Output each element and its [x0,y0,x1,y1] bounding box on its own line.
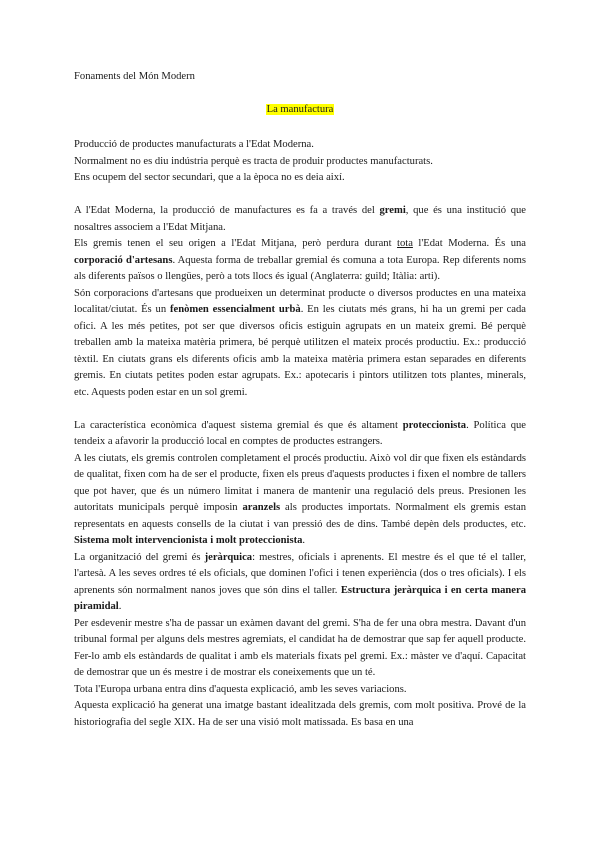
paragraph-gap [74,401,526,418]
document-title: La manufactura [266,104,334,115]
paragraph-master-exam: Per esdevenir mestre s'ha de passar un exàmen davant del gremi. S'ha de fer una obra mestra. Davant d'un tribunal formal per alguns dels mestres agremiats, el candidat ha de demostrar que sap fer aquell producte. Fer-lo amb els estàndards de qualitat i amb els materials fixats pel gremi. Ex.: màster ve d'aquí. Capacitat de demostrar que un és mestre i de mostrar els coneixements que un té. [74,617,526,678]
bold-term: Estructura jeràrquica i en certa manera piramidal [74,584,527,612]
paragraph-gap [74,187,526,204]
text-run: , que és una institució que nosaltres associem a l'Edat Mitjana. [74,205,526,233]
text-run: A les ciutats, els gremis controlen completament el procés productiu. Això vol dir que fixen els estàndards de qualitat, fixen com ha de ser el producte, fixen els preus d'aquests productes i fixen el nombre de tallers que pot haver, que és un número limitat i manera de mantenir una regulació dels preus. Presionen les autoritats municipals perquè imposin [74,452,526,513]
bold-term: gremi [379,205,406,216]
intro-line-2: Normalment no es diu indústria perquè es tracta de produir productes manufacturats. [74,155,433,167]
paragraph-gremi-origin [74,236,526,286]
bold-term: Sistema molt intervencionista i molt proteccionista [74,535,303,546]
text-run: . Aquesta forma de treballar gremial és comuna a tota Europa. Rep diferents noms als diferents països o llengües, però a tots llocs és igual (Anglaterra: guild; Itàlia: arti). [74,254,526,282]
bold-term: aranzels [242,502,281,513]
paragraph-protectionism [74,418,526,451]
text-run: als productes importats. Normalment els gremis estan representats en aquests consells de la ciutat i van pressió des de dins. També depèn dels productes, etc. [74,502,526,530]
paragraph-corporations [74,286,526,402]
bold-term: jeràrquica [204,551,253,563]
text-run: . [118,601,122,612]
document-header: Fonaments del Món Modern [74,71,195,82]
text-run: Els gremis tenen el seu origen a l'Edat Mitjana, però perdura durant [74,238,398,249]
text-run: . [302,535,306,546]
paragraph-europe: Tota l'Europa urbana entra dins d'aquesta explicació, amb les seves variacions. [74,683,407,695]
bold-term: proteccionista [402,419,467,431]
intro-line-1: Producció de productes manufacturats a l'Edat Moderna. [74,139,314,150]
text-run: . En les ciutats més grans, hi ha un gremi per cada ofici. A les més petites, pot ser que diversos oficis estiguin agrupats en un mateix gremi. Bé perquè treballen amb la mateixa matèria primera, bé perquè utilitzen el mateix procés productiu. Ex.: producció tèxtil. En ciutats grans els diferents oficis amb la mateixa matèria primera estan separades en diferents gremis. En ciutats petites poden estar agrupats. Ex.: apotecaris i pintors utilitzen tots plantes, minerals, etc. Aquests poden estar en un sol gremi. [74,304,527,398]
intro-line-3: Ens ocupem del sector secundari, que a la època no es deia així. [74,172,345,183]
text-run: La característica econòmica d'aquest sistema gremial és que és altament [74,419,403,431]
paragraph-historiography: Aquesta explicació ha generat una imatge bastant idealitzada dels gremis, com molt positiva. Prové de la historiografia del segle XIX. Ha de ser una visió molt matissada. Es basa en una [74,700,526,728]
paragraph-hierarchy [74,550,526,616]
text-run: : mestres, oficials i aprenents. El mestre és el que té el taller, l'artesà. A les seves ordres té els oficials, que dominen l'ofici i tenen experiència (dos o tres oficials). I els aprenents són normalment nanos joves que són dins el taller. [74,551,526,596]
document-body [74,137,526,731]
paragraph-control [74,451,526,550]
text-run: Són corporacions d'artesans que produeixen un determinat producte o diversos productes en una mateixa localitat/ciutat. És un [74,287,526,315]
bold-term: corporació d'artesans [74,254,173,266]
paragraph-gremi-intro [74,203,526,236]
text-run: A l'Edat Moderna, la producció de manufactures es fa a través del [74,205,380,216]
text-run: l'Edat Moderna. És una [412,238,526,249]
text-run: La organització del gremi és [74,551,205,563]
text-run: . Política que tendeix a afavorir la producció local en comptes de productes estrangers. [74,419,527,447]
title-wrapper [0,102,600,119]
bold-term: fenòmen essencialment urbà [169,304,301,315]
underlined-term: tota [397,238,413,249]
